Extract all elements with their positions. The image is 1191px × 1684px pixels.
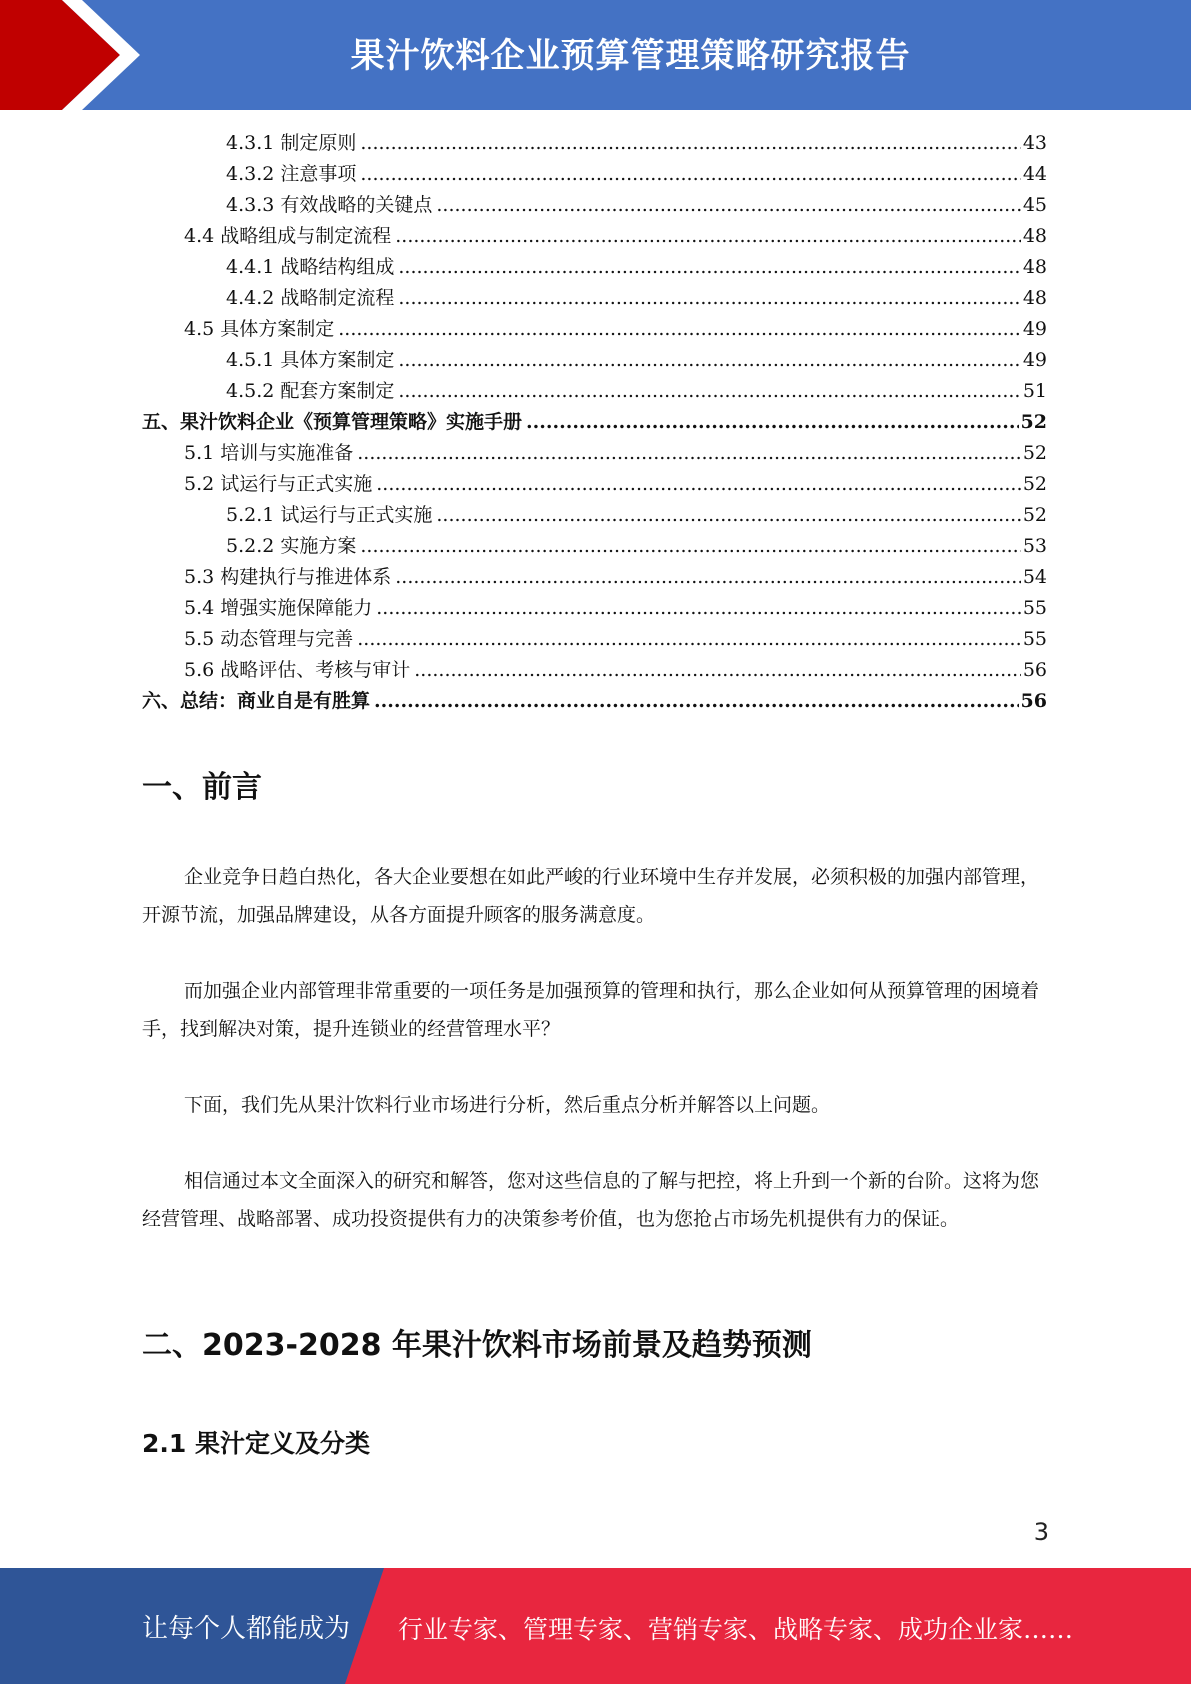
toc-entry-page: 52: [1022, 473, 1047, 495]
toc-entry[interactable]: [142, 469, 1047, 500]
toc-entry-page: 54: [1022, 566, 1047, 588]
section-heading-preface: 一、前言: [142, 770, 262, 805]
toc-leader-dots: [398, 283, 1020, 314]
toc-leader-dots: [395, 562, 1021, 593]
toc-entry-page: 52: [1022, 504, 1047, 526]
toc-entry[interactable]: [142, 345, 1047, 376]
toc-entry[interactable]: [142, 128, 1047, 159]
toc-entry-label: 5.6 战略评估、考核与审计: [184, 659, 411, 681]
header-title: 果汁饮料企业预算管理策略研究报告: [350, 36, 911, 76]
toc-entry-page: 56: [1020, 690, 1047, 712]
toc-entry-label: 4.5 具体方案制定: [184, 318, 335, 340]
toc-entry-label: 5.2 试运行与正式实施: [184, 473, 373, 495]
page-number: 3: [1033, 1518, 1049, 1546]
toc-leader-dots: [338, 314, 1021, 345]
toc-entry-label: 5.2.2 实施方案: [226, 535, 357, 557]
toc-leader-dots: [414, 655, 1021, 686]
toc-leader-dots: [360, 128, 1020, 159]
toc-leader-dots: [526, 407, 1019, 438]
toc-entry[interactable]: [142, 376, 1047, 407]
toc-entry-label: 5.2.1 试运行与正式实施: [226, 504, 433, 526]
toc-entry-label: 4.4.1 战略结构组成: [226, 256, 395, 278]
toc-entry[interactable]: [142, 159, 1047, 190]
toc-entry-page: 48: [1022, 225, 1047, 247]
paragraph: 下面，我们先从果汁饮料行业市场进行分析，然后重点分析并解答以上问题。: [184, 1094, 831, 1116]
toc-entry-page: 55: [1022, 597, 1047, 619]
toc-entry-page: 55: [1022, 628, 1047, 650]
toc-leader-dots: [376, 593, 1021, 624]
toc-entry[interactable]: [142, 500, 1047, 531]
toc-entry-label: 5.4 增强实施保障能力: [184, 597, 373, 619]
toc-entry-page: 44: [1022, 163, 1047, 185]
toc-leader-dots: [360, 531, 1020, 562]
toc-entry[interactable]: [142, 531, 1047, 562]
toc-entry-label: 4.3.3 有效战略的关键点: [226, 194, 433, 216]
table-of-contents: [142, 128, 1047, 717]
toc-leader-dots: [374, 686, 1019, 717]
toc-entry[interactable]: [142, 283, 1047, 314]
toc-leader-dots: [398, 345, 1020, 376]
paragraph: 相信通过本文全面深入的研究和解答，您对这些信息的了解与把控，将上升到一个新的台阶。这将为您经营管理、战略部署、成功投资提供有力的决策参考价值，也为您抢占市场先机提供有力的保证。: [142, 1170, 1040, 1230]
paragraph: 企业竞争日趋白热化，各大企业要想在如此严峻的行业环境中生存并发展，必须积极的加强内部管理，开源节流，加强品牌建设，从各方面提升顾客的服务满意度。: [142, 866, 1040, 926]
toc-leader-dots: [357, 624, 1021, 655]
page-footer: [0, 1568, 1191, 1684]
toc-entry-label: 4.3.1 制定原则: [226, 132, 357, 154]
toc-entry[interactable]: [142, 686, 1047, 717]
toc-entry[interactable]: [142, 407, 1047, 438]
toc-leader-dots: [398, 252, 1020, 283]
toc-leader-dots: [398, 376, 1020, 407]
toc-entry[interactable]: [142, 252, 1047, 283]
toc-entry-page: 48: [1022, 256, 1047, 278]
toc-entry[interactable]: [142, 593, 1047, 624]
toc-entry-label: 4.5.2 配套方案制定: [226, 380, 395, 402]
footer-slogan-right: 行业专家、管理专家、营销专家、战略专家、成功企业家……: [398, 1615, 1074, 1644]
toc-entry-label: 五、果汁饮料企业《预算管理策略》实施手册: [142, 411, 523, 433]
toc-leader-dots: [360, 159, 1020, 190]
toc-entry[interactable]: [142, 624, 1047, 655]
toc-entry-label: 4.5.1 具体方案制定: [226, 349, 395, 371]
toc-entry-page: 56: [1022, 659, 1047, 681]
subsection-heading: 2.1 果汁定义及分类: [142, 1429, 370, 1458]
toc-leader-dots: [395, 221, 1021, 252]
footer-slogan-left: 让每个人都能成为: [142, 1614, 351, 1644]
paragraph: 而加强企业内部管理非常重要的一项任务是加强预算的管理和执行，那么企业如何从预算管理的困境着手，找到解决对策，提升连锁业的经营管理水平？: [142, 980, 1040, 1040]
toc-entry-page: 52: [1022, 442, 1047, 464]
toc-entry[interactable]: [142, 562, 1047, 593]
toc-entry-page: 48: [1022, 287, 1047, 309]
toc-leader-dots: [436, 500, 1020, 531]
toc-entry[interactable]: [142, 438, 1047, 469]
toc-entry[interactable]: [142, 314, 1047, 345]
toc-entry-label: 4.3.2 注意事项: [226, 163, 357, 185]
toc-entry-label: 4.4.2 战略制定流程: [226, 287, 395, 309]
toc-entry-label: 5.3 构建执行与推进体系: [184, 566, 392, 588]
toc-entry[interactable]: [142, 221, 1047, 252]
toc-entry-label: 5.5 动态管理与完善: [184, 628, 354, 650]
page-header: [0, 0, 1191, 110]
toc-leader-dots: [436, 190, 1020, 221]
toc-entry-page: 49: [1022, 318, 1047, 340]
toc-entry-label: 5.1 培训与实施准备: [184, 442, 354, 464]
toc-entry[interactable]: [142, 190, 1047, 221]
toc-entry-label: 六、总结：商业自是有胜算: [142, 690, 371, 712]
toc-entry-page: 43: [1022, 132, 1047, 154]
toc-entry-page: 45: [1022, 194, 1047, 216]
toc-entry-page: 52: [1020, 411, 1047, 433]
toc-entry[interactable]: [142, 655, 1047, 686]
toc-entry-page: 51: [1022, 380, 1047, 402]
toc-leader-dots: [376, 469, 1021, 500]
toc-leader-dots: [357, 438, 1021, 469]
toc-entry-page: 49: [1022, 349, 1047, 371]
toc-entry-page: 53: [1022, 535, 1047, 557]
section-heading-market: 二、2023-2028 年果汁饮料市场前景及趋势预测: [142, 1328, 812, 1363]
toc-entry-label: 4.4 战略组成与制定流程: [184, 225, 392, 247]
